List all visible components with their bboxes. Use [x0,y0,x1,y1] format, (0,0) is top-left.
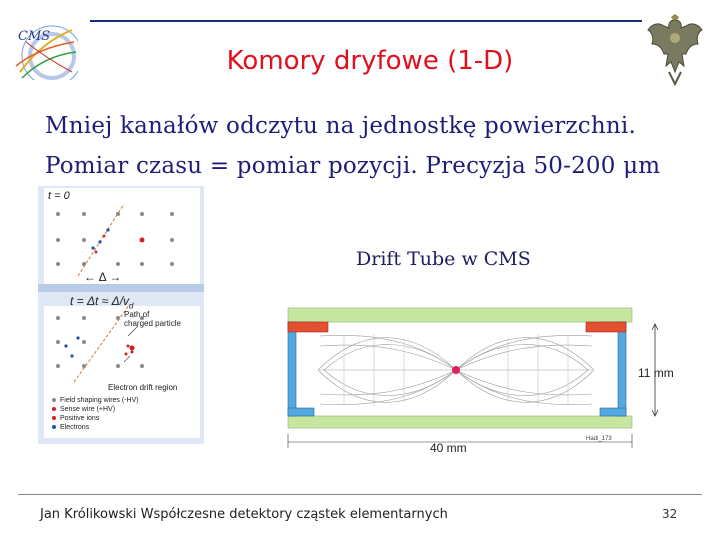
figure-tag: Hadi_173 [586,436,612,442]
width-label: 40 mm [430,441,467,455]
delta-x-label: ← Δ → [84,270,122,284]
svg-text:CMS: CMS [18,29,51,44]
t-formula-text: t = Δt ≈ Δ/v [70,294,130,308]
path-label-line-1: Path of [124,310,150,319]
v-subscript: d [129,301,134,311]
legend-sense-wire: Sense wire (+HV) [60,406,116,413]
t-formula-label [70,294,134,310]
drift-tube-cross-section [284,306,636,456]
bullet-line-1: Mniej kanałów odczytu na jednostkę powierzchni. [45,113,636,139]
legend-field-wires: Field shaping wires (-HV) [60,397,139,404]
footer-rule [18,494,702,495]
path-label [124,310,181,328]
drift-region-label: Electron drift region [108,383,178,392]
height-label: 11 mm [638,366,674,380]
path-label-line-2: charged particle [124,319,181,328]
figure-caption: Drift Tube w CMS [356,248,531,270]
header-rule [90,20,642,22]
figure-legend [60,396,139,432]
footer-text: Jan Królikowski Współczesne detektory cząstek elementarnych [40,507,448,522]
cms-logo [12,22,78,80]
t-zero-label: t = 0 [48,190,70,202]
page-number: 32 [662,507,678,521]
bullet-line-2: Pomiar czasu = pomiar pozycji. Precyzja 50-200 μm [45,153,661,179]
legend-positive-ions: Positive ions [60,415,100,422]
legend-electrons: Electrons [60,424,90,431]
university-eagle-emblem [644,14,706,88]
slide-title: Komory dryfowe (1-D) [226,46,514,76]
